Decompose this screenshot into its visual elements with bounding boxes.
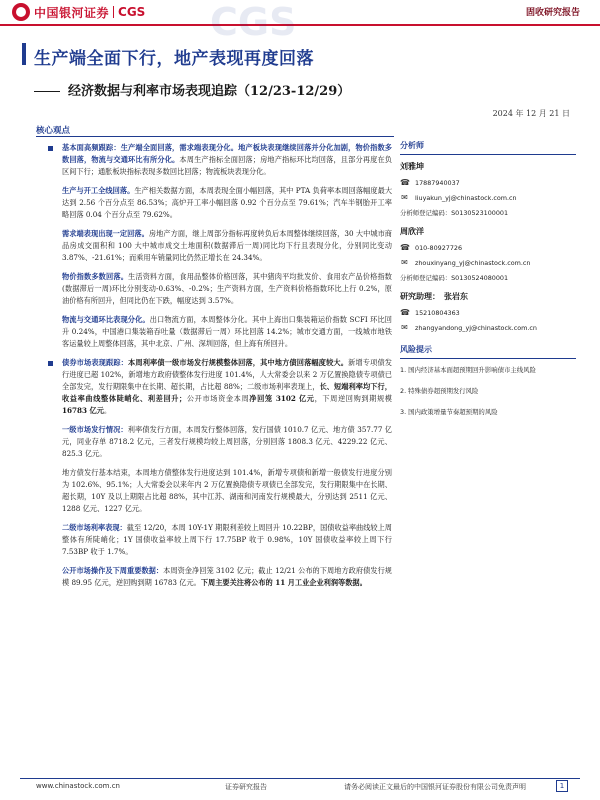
paragraph-body: 截至 12/20，本周 10Y-1Y 期限利差较上周回升 10.22BP，国债收益率曲线较上周整体有所陡峭化；1Y 国债收益率较上周下行 17.75BP 收于 0.98%，10Y 国债收益率较上周下行 7.53BP 收于 1.7%。: [62, 523, 392, 556]
phone-text: 010-80927726: [415, 243, 463, 252]
company-logo: [12, 3, 145, 21]
paragraph-body: 本周资金净回笼 3102 亿元；截止 12/21 公布的下周地方政府债发行规模 89.95 亿元，逆回购到期 16783 亿元。: [62, 566, 392, 587]
analyst-name: 刘雅坤: [400, 162, 424, 171]
analyst-email[interactable]: [400, 193, 576, 202]
paragraph-lead: 需求端表现出现一定回落。: [62, 229, 149, 238]
analyst-name: 周欣洋: [400, 227, 424, 236]
analyst-sidebar: [400, 140, 576, 428]
phone-icon: ☎: [400, 243, 410, 252]
paragraph-secondary-market: [40, 522, 392, 558]
report-subtitle: [34, 80, 350, 99]
paragraph-production: [40, 185, 392, 221]
report-date: 2024 年 12 月 21 日: [492, 109, 570, 118]
header-rule: [0, 24, 600, 26]
section-label: 核心观点: [36, 126, 71, 136]
paragraph-body: 房地产方面，继上周部分指标再度转负后本周整体继续回落，30 大中城市商品房成交面积和 100 大中城市成交土地面积(数据滞后一周)同比均下行且表现分化，分别同比变动 3.87%、-21.61%；而乘用车销量同比仍然正增长在 24.34%。: [62, 229, 392, 262]
paragraph-highlight: 本周利率债一级市场发行规模整体回落，其中地方债回落幅度较大。: [128, 358, 349, 367]
risk-item: 2. 特殊债券超预期发行风险: [400, 387, 479, 395]
footer-disclaimer: 请务必阅读正文最后的中国银河证券股份有限公司免责声明: [344, 783, 526, 791]
section-rule: [36, 136, 394, 137]
paragraph-lead: 一级市场发行情况：: [62, 425, 128, 434]
analyst-registration: 分析师登记编码：S0130523100001: [400, 209, 509, 217]
email-icon: ✉: [401, 193, 408, 202]
paragraph-open-market: [40, 565, 392, 589]
footer-rule: [20, 778, 580, 779]
logo-chinese-name: 中国银河证券: [34, 5, 110, 20]
paragraph-body: 公开市场资金本周: [186, 394, 250, 403]
paragraph-lead: 基本面高频跟踪：生产端全面回落，需求端表现分化。地产板块表现继续回落并分化加剧，物价指数多数回落，物流与交通环比有所分化。: [62, 143, 392, 164]
analyst-card: [400, 161, 576, 217]
analyst-email[interactable]: [400, 258, 576, 267]
phone-text: 17887940037: [415, 178, 460, 187]
paragraph-lead: 物流与交通环比表现分化。: [62, 315, 150, 324]
paragraph-lead: 公开市场操作及下周重要数据：: [62, 566, 164, 575]
paragraph-body: 。: [103, 406, 112, 415]
page-number: 1: [556, 780, 568, 792]
paragraph-body: 出口物流方面，本周整体分化。其中上海出口集装箱运价指数 SCFI 环比回升 0.24%，中国港口集装箱吞吐量（数据滞后一周）环比回落 14.2%；城市交通方面，一线城市地铁客运量较上周整体回落，其中北京、广州、深圳回落，但上海有所回升。: [62, 315, 392, 348]
analyst-registration: 分析师登记编码：S0130524080001: [400, 274, 509, 282]
paragraph-local-bonds: [40, 467, 392, 515]
paragraph-fundamentals: [40, 142, 392, 178]
paragraph-body: 生活资料方面，食用品整体价格回落，其中猪肉平均批发价、食用农产品价格指数(数据滞后一周)环比分别变动-0.63%、-0.2%；生产资料方面，生产资料价格指数环比上行 0.2%，原油价格有所回升，但同比仍在下跌，幅度达到 3.57%。: [62, 272, 392, 305]
paragraph-demand: [40, 228, 392, 264]
paragraph-lead: 债券市场表现跟踪：: [62, 358, 129, 367]
subtitle-dash: [34, 91, 60, 92]
assistant-name: 张岩东: [444, 292, 468, 301]
paragraph-highlight: 长、短端利率均下行，收益率曲线整体陡峭化、利差回升；: [62, 382, 392, 403]
paragraph-highlight: 净回笼 3102 亿元: [249, 394, 315, 403]
risk-item: 3. 国内政策增量节奏超预期的风险: [400, 408, 498, 416]
paragraph-highlight: 16783 亿元: [62, 406, 104, 415]
email-text[interactable]: zhouxinyang_yj@chinastock.com.cn: [415, 258, 531, 267]
logo-emblem-icon: [12, 3, 30, 21]
paragraph-body: ，下周逆回购到期规模: [314, 394, 392, 403]
paragraph-logistics: [40, 314, 392, 350]
footer-url[interactable]: www.chinastock.com.cn: [36, 782, 120, 790]
paragraph-body: 生产相关数据方面，本周表现全面小幅回落，其中 PTA 负荷率本周回落幅度最大达到 2.56 个百分点至 86.53%；高炉开工率小幅回落 0.92 个百分点至 79.61%；汽车半钢胎开工率略回落 0.04 个百分点至 79.62%。: [62, 186, 393, 219]
phone-text: 15210804363: [415, 308, 460, 317]
analyst-card: [400, 226, 576, 282]
assistant-phone: [400, 308, 576, 317]
paragraph-primary-market: [40, 424, 392, 460]
paragraph-bond-market: [40, 357, 392, 417]
analyst-phone: [400, 178, 576, 187]
paragraph-lead: 物价指数多数回落。: [62, 272, 129, 281]
analyst-phone: [400, 243, 576, 252]
phone-icon: ☎: [400, 308, 410, 317]
email-icon: ✉: [401, 258, 408, 267]
report-type: 固收研究报告: [525, 8, 580, 18]
email-text[interactable]: liuyakun_yj@chinastock.com.cn: [415, 193, 517, 202]
research-assistant: [400, 291, 576, 302]
subtitle-text: 经济数据与利率市场表现追踪（12/23-12/29）: [68, 84, 351, 99]
analyst-heading: 分析师: [400, 140, 576, 155]
watermark: CGS: [210, 0, 297, 44]
phone-icon: ☎: [400, 178, 410, 187]
paragraph-lead: 生产与开工全线回落。: [62, 186, 135, 195]
logo-divider: [113, 6, 114, 18]
paragraph-body: 本周生产指标全面回落；房地产指标环比均回落，且部分再度在负区间下行；通胀板块指标表现多数回比回落；物流板块表现分化。: [62, 155, 392, 176]
paragraph-body: 新增专项债发行进度已超 102%，新增地方政府债整体发行进度 101.4%，人大常委会以来 2 万亿置换隐债专项债已全部发完，发行期限集中在长期、超长期，占比超 88%；二级市场利率表现上，: [62, 358, 392, 391]
email-icon: ✉: [401, 323, 408, 332]
paragraph-highlight: 下周主要关注将公布的 11 月工业企业利润等数据。: [200, 578, 367, 587]
main-content: [40, 142, 392, 596]
report-title: 生产端全面下行，地产表现再度回落: [34, 49, 314, 69]
logo-english-name: CGS: [118, 5, 146, 19]
footer-report-label: 证券研究报告: [225, 783, 267, 791]
assistant-email[interactable]: [400, 323, 576, 332]
title-accent-bar: [22, 43, 26, 65]
paragraph-body: 地方债发行基本结束，本周地方债整体发行进度达到 101.4%，新增专项债和新增一般债发行进度分别为 102.6%、95.1%；人大常委会以来年内 2 万亿置换隐债专项债已全部发完，发行期限集中在长期、超长期，10Y 及以上期限占比超 88%，其中江苏、湖南和河南发行规模最大，分别达到 2511 亿元、1288 亿元、1227 亿元。: [62, 468, 392, 513]
paragraph-body: 利率债发行方面，本周发行整体回落，发行国债 1010.7 亿元、地方债 357.77 亿元，同业存单 8718.2 亿元，三者发行规模均较上周回落，分别回落 1808.3 亿元、4229.22 亿元、825.3 亿元。: [62, 425, 392, 458]
page-header: [0, 0, 600, 24]
assistant-label: 研究助理：: [400, 292, 440, 301]
paragraph-prices: [40, 271, 392, 307]
paragraph-lead: 二级市场利率表现：: [62, 523, 127, 532]
email-text[interactable]: zhangyandong_yj@chinastock.com.cn: [415, 323, 537, 332]
risk-item: 1. 国内经济基本面超预期回升影响债市主线风险: [400, 366, 536, 374]
risk-heading: 风险提示: [400, 344, 576, 359]
